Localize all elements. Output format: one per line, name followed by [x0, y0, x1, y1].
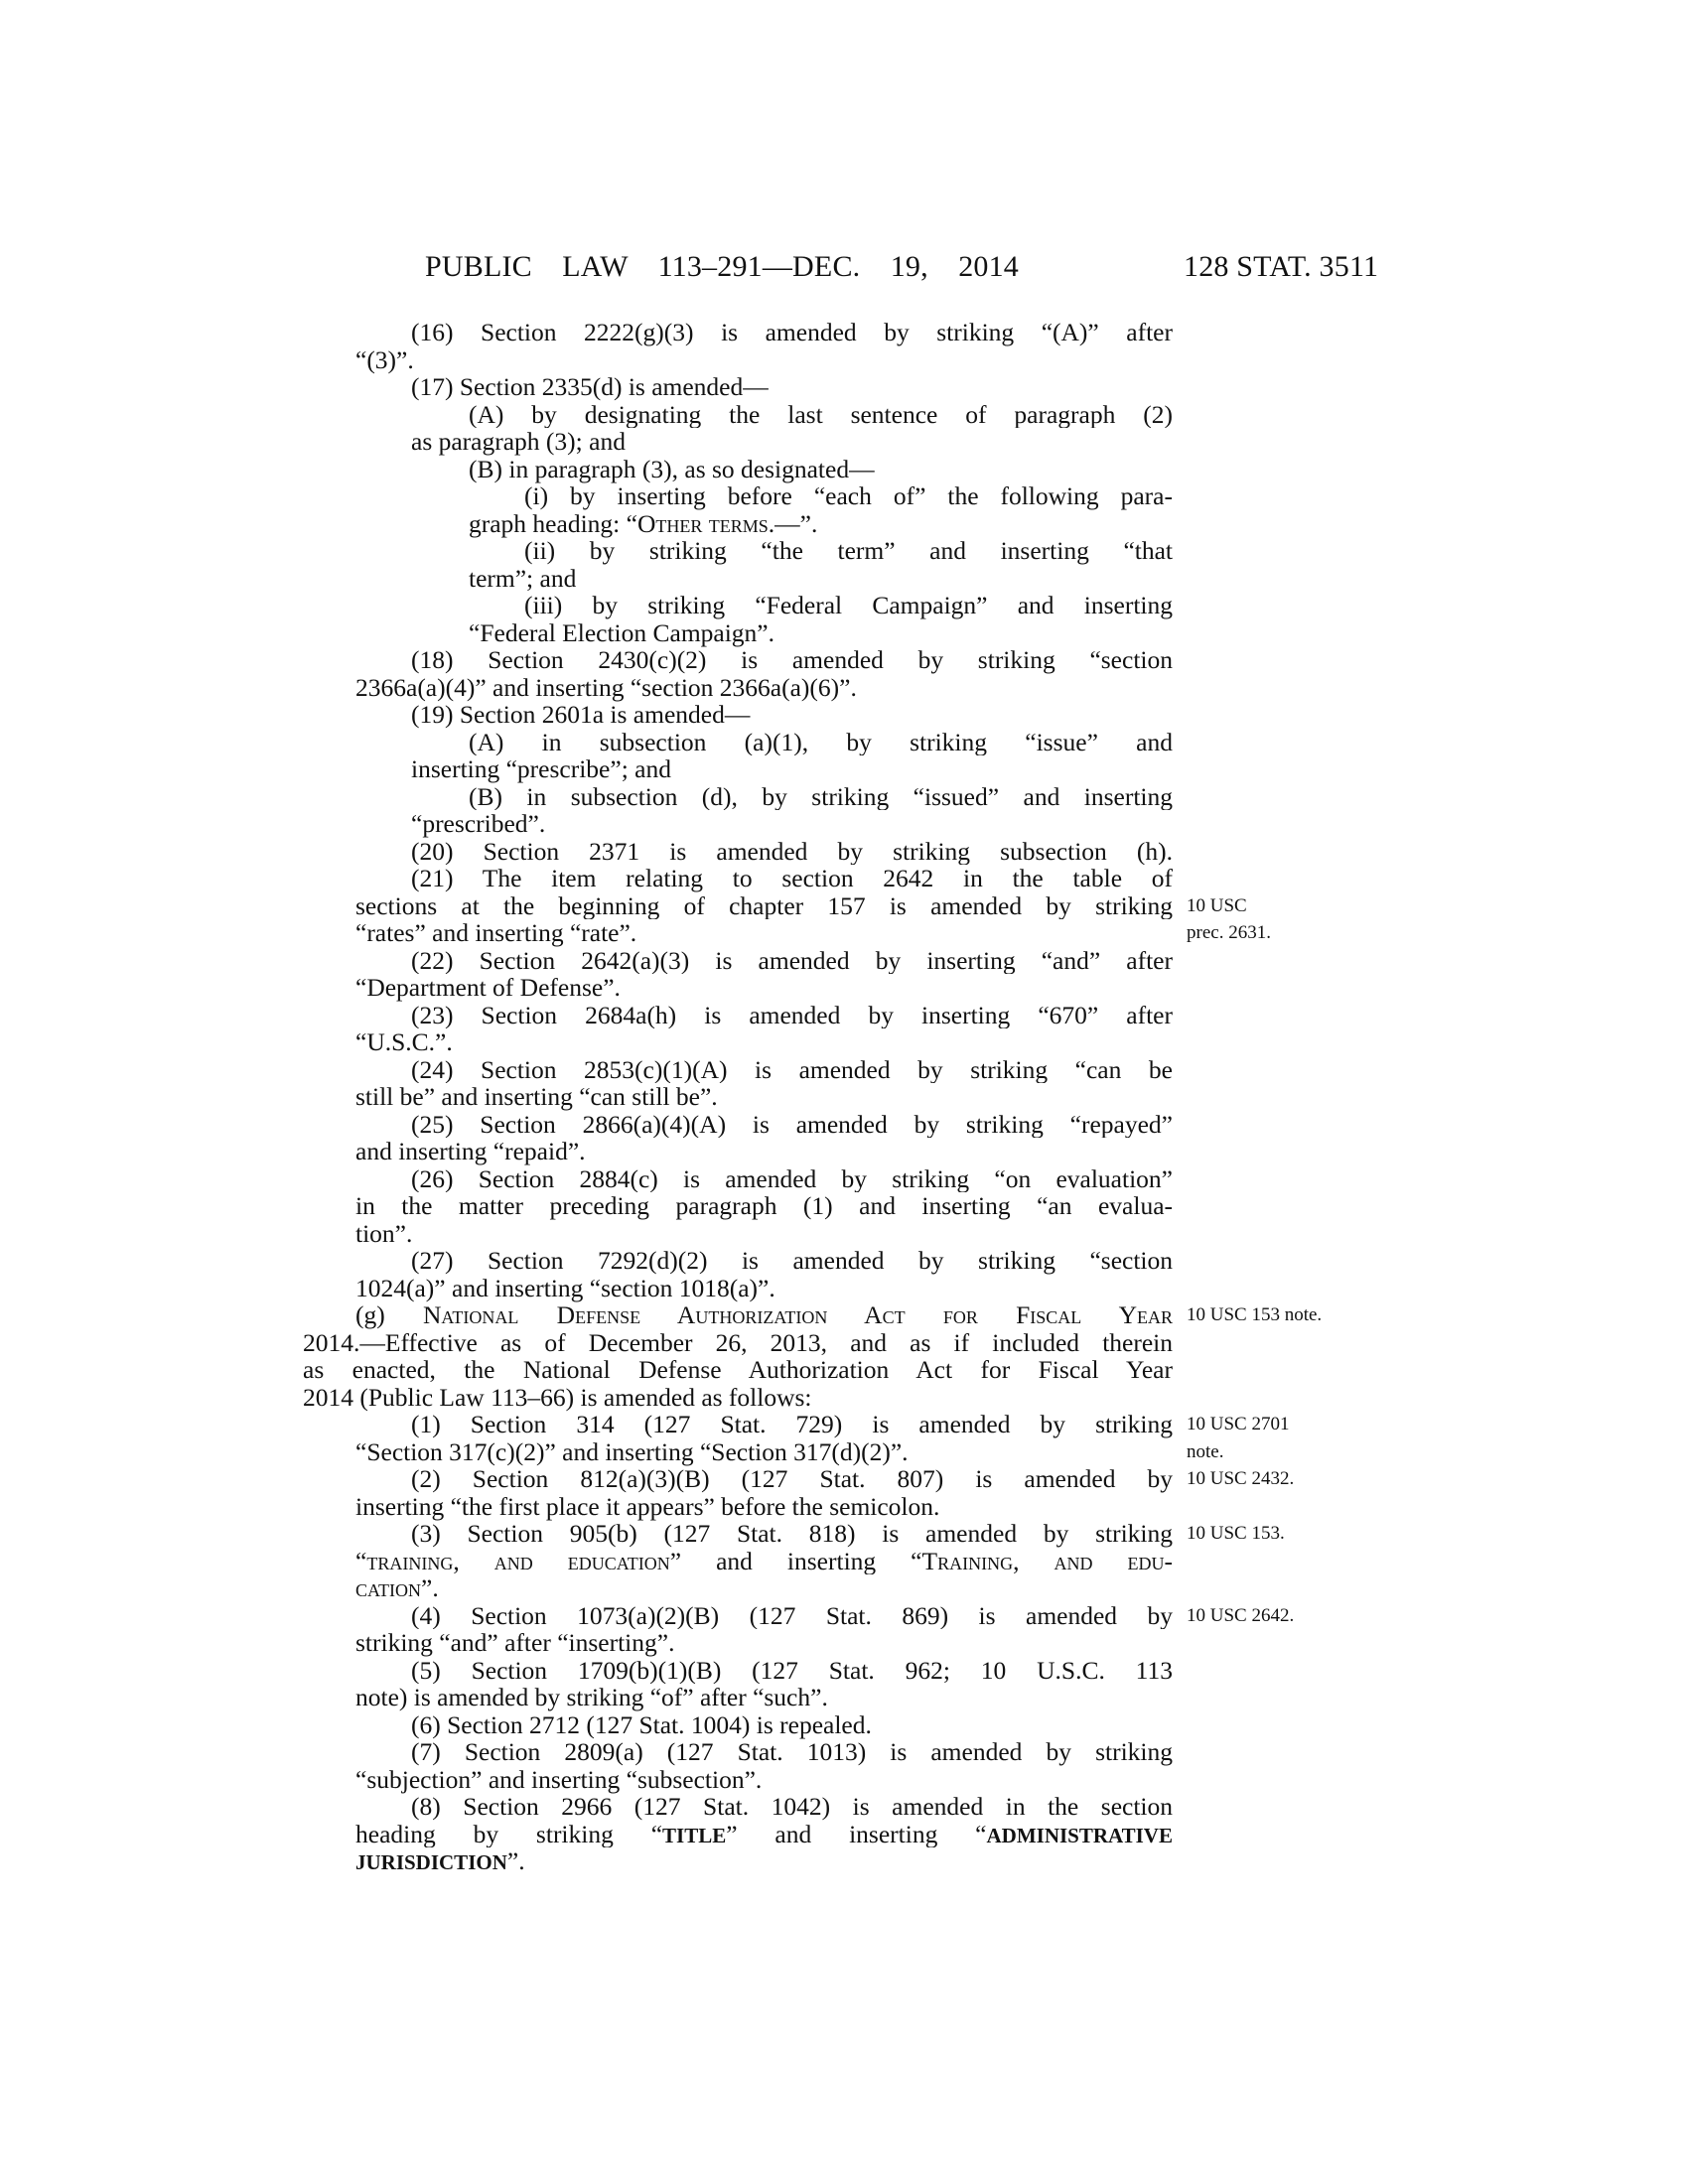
text-line: [411, 428, 1173, 456]
text-segment: (B) in paragraph (3), as so designated—: [469, 454, 875, 483]
text-segment: “U.S.C.”.: [355, 1027, 453, 1056]
text-line: [355, 892, 1173, 920]
text-segment: (7) Section 2809(a) (127 Stat. 1013) is amended by striking: [411, 1738, 1173, 1766]
text-segment: “prescribed”.: [411, 809, 546, 838]
text-line: [469, 401, 1173, 429]
text-line: [355, 1220, 1173, 1248]
text-line: [469, 729, 1173, 756]
text-segment: ” and inserting “: [726, 1820, 987, 1847]
text-segment: training, and education: [366, 1547, 670, 1574]
text-segment: tion”.: [355, 1218, 413, 1248]
text-segment: (21) The item relating to section 2642 in the table of: [411, 865, 1173, 892]
text-segment: (25) Section 2866(a)(4)(A) is amended by striking “repayed”: [411, 1110, 1173, 1138]
text-segment: “Department of Defense”.: [355, 973, 621, 1002]
margin-note: 10 USC 2642.: [1187, 1604, 1295, 1626]
text-segment: Other terms: [636, 508, 769, 538]
text-segment: inserting “prescribe”; and: [411, 754, 671, 783]
running-header-title: PUBLIC LAW 113–291—DEC. 19, 2014: [425, 250, 1019, 283]
text-segment: sections at the beginning of chapter 157 is amended by striking: [355, 891, 1173, 919]
text-line: [524, 482, 1173, 510]
text-line: [524, 537, 1173, 565]
text-segment: “rates” and inserting “rate”.: [355, 918, 637, 947]
text-line: [469, 565, 1173, 593]
text-line: [355, 1821, 1173, 1848]
text-line: [411, 1247, 1173, 1275]
text-segment: (A) in subsection (a)(1), by striking “issue” and: [469, 728, 1173, 755]
text-segment: as enacted, the National Defense Authorization Act for Fiscal Year: [303, 1356, 1173, 1384]
text-segment: TITLE: [662, 1823, 727, 1847]
text-segment: “Federal Election Campaign”.: [469, 617, 775, 647]
text-segment: (5) Section 1709(b)(1)(B) (127 Stat. 962; 10 U.S.C. 113: [411, 1656, 1173, 1684]
text-segment: 1024(a)” and inserting “section 1018(a)”.: [355, 1273, 775, 1302]
text-segment: JURISDICTION: [355, 1850, 507, 1874]
text-segment: (1) Section 314 (127 Stat. 729) is amended by striking: [411, 1411, 1173, 1438]
text-line: [355, 1083, 1173, 1111]
text-segment: (18) Section 2430(c)(2) is amended by striking “section: [411, 646, 1173, 674]
text-segment: .—”.: [768, 508, 818, 538]
text-segment: (4) Section 1073(a)(2)(B) (127 Stat. 869) is amended by: [411, 1601, 1173, 1629]
text-segment: in the matter preceding paragraph (1) and inserting “an evalua-: [355, 1192, 1173, 1220]
text-line: [411, 1602, 1173, 1630]
text-line: [355, 974, 1173, 1002]
text-line: [355, 1275, 1173, 1302]
text-line: [524, 592, 1173, 619]
text-segment: cation: [355, 1573, 421, 1602]
text-line: [411, 947, 1173, 975]
text-segment: ”.: [506, 1846, 525, 1875]
text-line: [411, 1793, 1173, 1821]
text-line: [411, 1711, 1173, 1739]
text-segment: 2014 (Public Law 113–66) is amended as follows:: [303, 1382, 812, 1412]
text-segment: Training, and edu-: [921, 1547, 1173, 1574]
text-segment: “Section 317(c)(2)” and inserting “Section 317(d)(2)”.: [355, 1436, 909, 1466]
text-segment: as paragraph (3); and: [411, 427, 626, 456]
text-line: [355, 1138, 1173, 1165]
text-line: [469, 783, 1173, 811]
text-line: [355, 1766, 1173, 1794]
text-line: [355, 1684, 1173, 1711]
text-segment: (3) Section 905(b) (127 Stat. 818) is amended by striking: [411, 1520, 1173, 1548]
text-line: [469, 510, 1173, 538]
text-segment: ”.: [421, 1573, 439, 1602]
text-segment: “: [355, 1547, 367, 1574]
text-line: [303, 1356, 1173, 1384]
text-segment: (A) by designating the last sentence of paragraph (2): [469, 400, 1173, 428]
text-segment: and inserting “repaid”.: [355, 1137, 586, 1165]
text-segment: ADMINISTRATIVE: [986, 1823, 1173, 1847]
text-line: [303, 1329, 1173, 1357]
text-segment: National Defense Authorization Act for Fiscal Year: [423, 1301, 1173, 1329]
text-segment: graph heading: “: [469, 508, 637, 538]
text-segment: term”; and: [469, 563, 577, 593]
margin-note: 10 USC 2432.: [1187, 1468, 1295, 1489]
text-line: [411, 701, 1173, 729]
text-segment: (20) Section 2371 is amended by striking subsection (h).: [411, 837, 1173, 865]
text-line: [355, 1192, 1173, 1220]
text-line: [469, 456, 1173, 483]
text-segment: “(3)”.: [355, 344, 414, 374]
text-segment: (26) Section 2884(c) is amended by striking “on evaluation”: [411, 1164, 1173, 1192]
text-line: [411, 1657, 1173, 1685]
text-line: [411, 810, 1173, 838]
text-segment: (2) Section 812(a)(3)(B) (127 Stat. 807) is amended by: [411, 1465, 1173, 1493]
text-segment: (6) Section 2712 (127 Stat. 1004) is repealed.: [411, 1709, 872, 1739]
text-line: [411, 1520, 1173, 1548]
text-segment: ” and inserting “: [669, 1547, 922, 1574]
text-line: [303, 1384, 1173, 1412]
text-segment: (23) Section 2684a(h) is amended by inserting “670” after: [411, 1001, 1173, 1028]
margin-note: 10 USC 153.: [1187, 1523, 1285, 1544]
text-line: [411, 1465, 1173, 1493]
text-line: [411, 319, 1173, 346]
text-line: [355, 1629, 1173, 1657]
text-line: [411, 838, 1173, 866]
text-segment: (iii) by striking “Federal Campaign” and inserting: [524, 592, 1173, 619]
text-line: [411, 646, 1173, 674]
text-line: [355, 1438, 1173, 1466]
margin-note: note.: [1187, 1440, 1224, 1462]
text-line: [355, 1493, 1173, 1521]
text-segment: (B) in subsection (d), by striking “issued” and inserting: [469, 782, 1173, 810]
text-segment: “subjection” and inserting “subsection”.: [355, 1764, 763, 1794]
text-segment: still be” and inserting “can still be”.: [355, 1082, 718, 1111]
text-segment: inserting “the first place it appears” before the semicolon.: [355, 1491, 940, 1521]
running-header-page-number: 128 STAT. 3511: [1184, 250, 1379, 283]
text-line: [411, 865, 1173, 892]
text-segment: note) is amended by striking “of” after “such”.: [355, 1683, 828, 1711]
text-segment: (19) Section 2601a is amended—: [411, 700, 751, 729]
text-line: [355, 674, 1173, 702]
text-segment: (8) Section 2966 (127 Stat. 1042) is amended in the section: [411, 1793, 1173, 1821]
text-segment: 2014.—Effective as of December 26, 2013, and as if included therein: [303, 1328, 1173, 1356]
text-line: [411, 373, 1173, 401]
text-segment: (g): [355, 1301, 423, 1329]
text-line: [411, 1411, 1173, 1438]
text-line: [355, 1028, 1173, 1056]
text-line: [469, 619, 1173, 647]
text-line: [355, 1548, 1173, 1575]
text-segment: (27) Section 7292(d)(2) is amended by striking “section: [411, 1247, 1173, 1275]
text-line: [411, 1738, 1173, 1766]
text-line: [355, 346, 1173, 374]
margin-note: prec. 2631.: [1187, 922, 1271, 943]
text-line: [411, 1056, 1173, 1084]
text-segment: heading by striking “: [355, 1820, 663, 1847]
text-segment: (22) Section 2642(a)(3) is amended by inserting “and” after: [411, 946, 1173, 974]
text-segment: (24) Section 2853(c)(1)(A) is amended by striking “can be: [411, 1055, 1173, 1083]
text-line: [355, 1847, 1173, 1875]
text-segment: (i) by inserting before “each of” the following para-: [524, 482, 1173, 510]
text-segment: striking “and” after “inserting”.: [355, 1628, 675, 1657]
text-line: [411, 1111, 1173, 1139]
text-line: [411, 1165, 1173, 1193]
text-line: [355, 919, 1173, 947]
text-line: [355, 1574, 1173, 1602]
text-line: [411, 755, 1173, 783]
margin-note: 10 USC: [1187, 894, 1247, 916]
text-line: [355, 1301, 1173, 1329]
margin-note: 10 USC 2701: [1187, 1414, 1290, 1434]
margin-note: 10 USC 153 note.: [1187, 1304, 1323, 1325]
text-segment: 2366a(a)(4)” and inserting “section 2366a(a)(6)”.: [355, 672, 857, 702]
text-line: [411, 1002, 1173, 1029]
text-segment: (ii) by striking “the term” and inserting “that: [524, 537, 1173, 565]
text-segment: (16) Section 2222(g)(3) is amended by striking “(A)” after: [411, 319, 1173, 346]
text-segment: (17) Section 2335(d) is amended—: [411, 372, 769, 401]
